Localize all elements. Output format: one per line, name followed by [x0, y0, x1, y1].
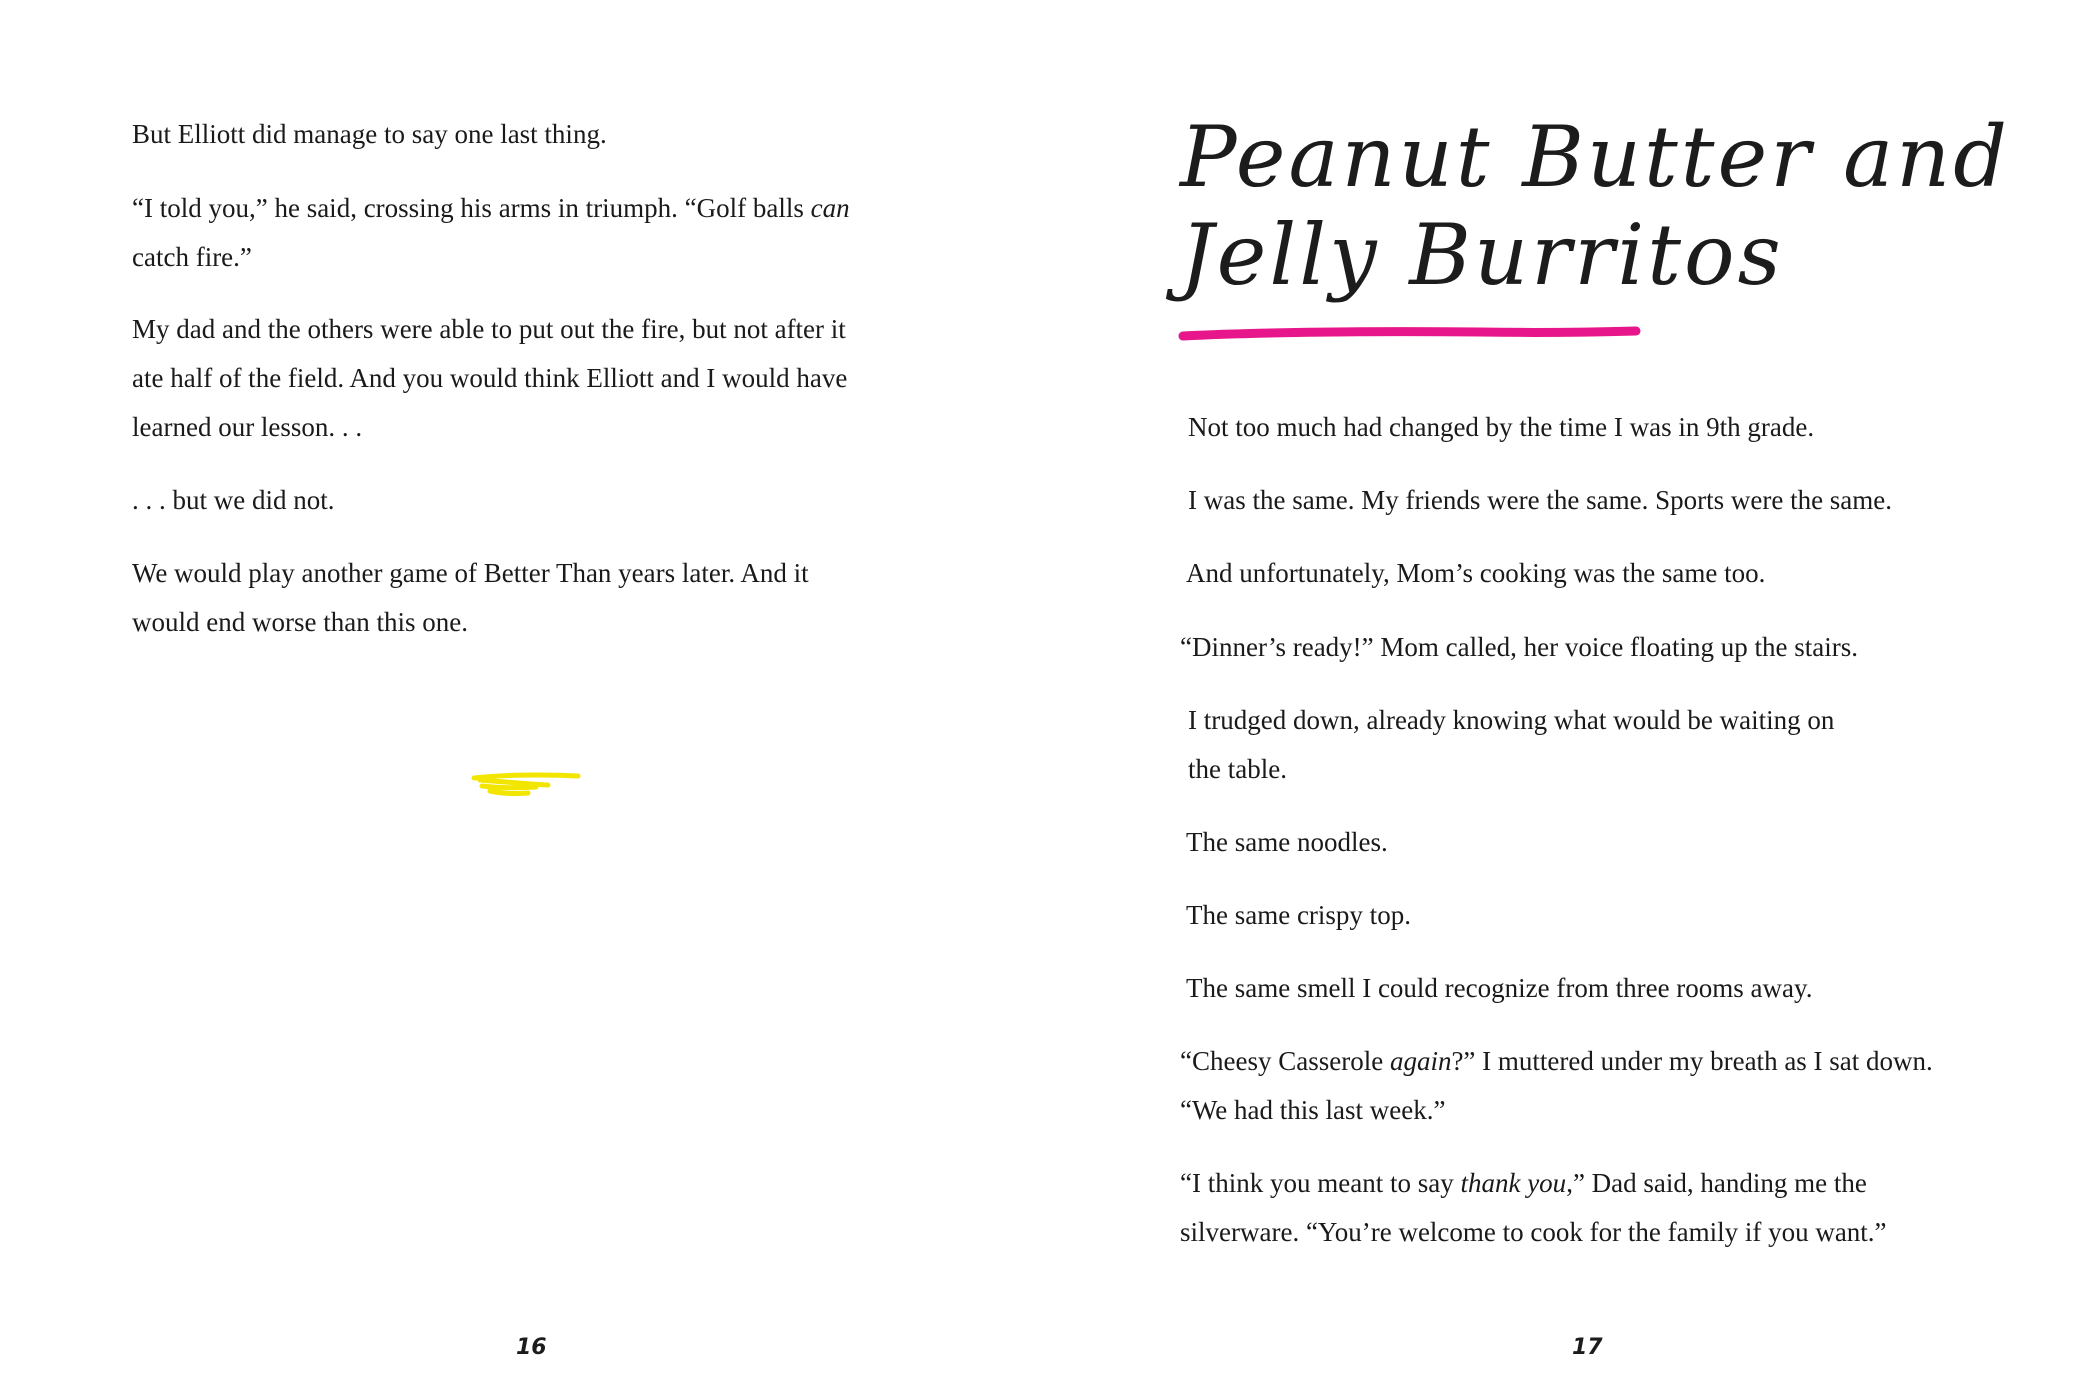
right-paragraph-9-emphasis: again: [1389, 1046, 1452, 1076]
right-paragraph-8: The same smell I could recognize from three rooms away.: [1186, 973, 1813, 1003]
pink-underline-stroke: [1183, 331, 1636, 336]
right-paragraph-6: The same noodles.: [1186, 827, 1388, 857]
right-paragraph-5: I trudged down, already knowing what would be waiting on the table.: [1188, 705, 1835, 784]
left-paragraph-2-post: catch fire.”: [132, 242, 252, 272]
yellow-scribble-stroke: [474, 775, 578, 794]
left-paragraph-2-pre: “I told you,” he said, crossing his arms in triumph. “Golf balls: [132, 193, 811, 223]
right-paragraph-9-pre: “Cheesy Casserole: [1180, 1046, 1390, 1076]
right-paragraph-4: “Dinner’s ready!” Mom called, her voice floating up the stairs.: [1180, 632, 1859, 662]
right-paragraph-9-post: ?” I muttered under my breath as I sat down. “We had this last week.”: [1180, 1046, 1933, 1125]
chapter-title: Peanut Butter and Jelly Burritos: [1180, 108, 2011, 304]
left-paragraph-1: But Elliott did manage to say one last thing.: [132, 119, 607, 149]
pink-title-underline: [1180, 326, 1640, 344]
right-paragraph-10-pre: “I think you meant to say: [1180, 1168, 1461, 1198]
right-paragraph-10-emphasis: thank you: [1460, 1168, 1567, 1198]
right-paragraph-7: The same crispy top.: [1186, 900, 1411, 930]
page-number-left: 16: [516, 1335, 547, 1360]
left-paragraph-2-emphasis: can: [810, 193, 850, 223]
right-paragraph-2: I was the same. My friends were the same. Sports were the same.: [1188, 485, 1893, 515]
left-paragraph-5: We would play another game of Better Than years later. And it would end worse than this one.: [132, 558, 809, 637]
left-paragraph-3: My dad and the others were able to put out the fire, but not after it ate half of the field. And you would think Elliott and I would have learned our lesson. . .: [132, 314, 848, 442]
page-number-right: 17: [1572, 1335, 1603, 1360]
right-paragraph-3: And unfortunately, Mom’s cooking was the same too.: [1186, 558, 1766, 588]
left-paragraph-2: [132, 184, 850, 282]
right-paragraph-10: [1180, 1159, 1887, 1257]
right-paragraph-10-post: ,” Dad said, handing me the silverware. “You’re welcome to cook for the family if you want.”: [1180, 1168, 1887, 1247]
left-paragraph-4: . . . but we did not.: [132, 485, 335, 515]
right-paragraph-9: [1180, 1037, 1933, 1135]
yellow-scribble-divider: [470, 770, 582, 802]
right-paragraph-1: Not too much had changed by the time I was in 9th grade.: [1188, 412, 1815, 442]
